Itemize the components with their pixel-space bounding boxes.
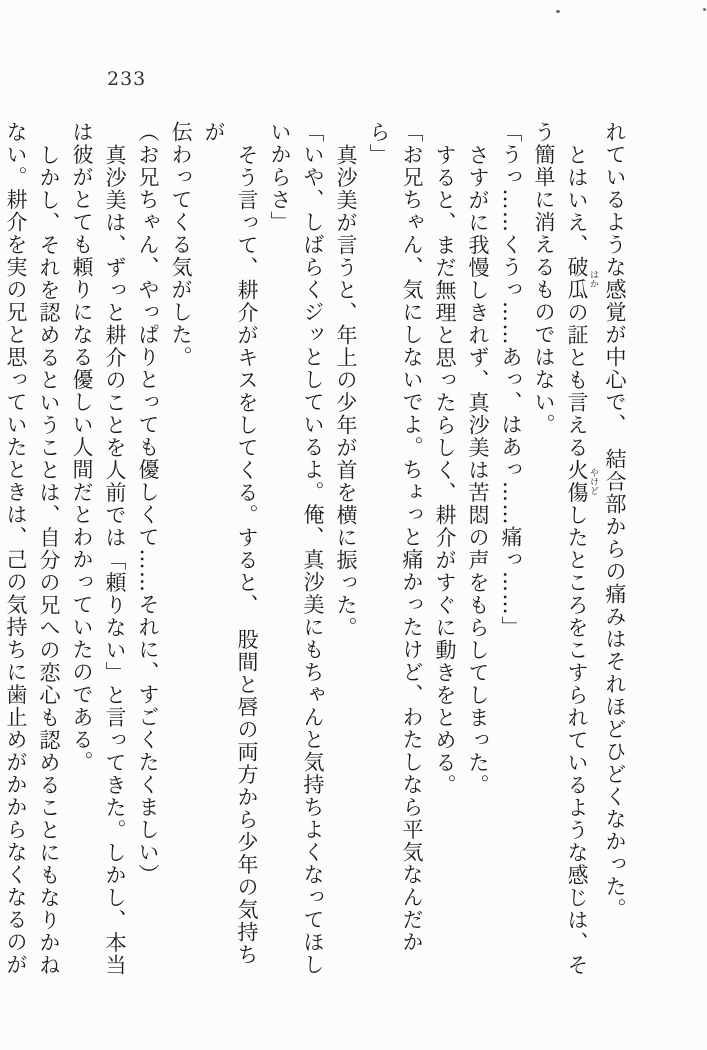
page-number: 233 xyxy=(107,68,147,90)
scan-dust-speck xyxy=(556,10,560,13)
text-line: 伝わってくる気がした。 xyxy=(169,121,193,369)
text-line: 「いや、しばらくジッとしているよ。俺、真沙美にもちゃんと気持ちよくなってほし xyxy=(301,121,325,976)
furigana-ruby: 破瓜 はか xyxy=(565,256,598,301)
furigana-text: はか xyxy=(588,256,598,301)
text-line: （お兄ちゃん、やっぱりとっても優しくて……それに、すごくたくましい） xyxy=(136,121,160,886)
text-line: いからさ」 xyxy=(268,121,292,234)
text-line: 真沙美は、ずっと耕介のことを人前では「頼りない」と言ってきた。しかし、本当 xyxy=(103,143,127,976)
text-line: 「うっ……くうっ……あっ、はあっ……痛っ……」 xyxy=(499,121,523,639)
furigana-text: やけど xyxy=(588,458,598,504)
text-line: ない。耕介を実の兄と思っていたときは、己の気持ちに歯止めがかからなくなるのが xyxy=(4,121,28,976)
vertical-text-block xyxy=(0,121,631,979)
text-line: は彼がとても頼りになる優しい人間だとわかっていたのである。 xyxy=(70,121,94,774)
text-line: すると、まだ無理と思ったらしく、耕介がすぐに動きをとめる。 xyxy=(433,143,457,796)
text-line: れているような感覚が中心で、 結合部からの痛みはそれほどひどくなかった。 xyxy=(603,121,627,921)
text-line: しかし、それを認めるということは、自分の兄への恋心も認めることにもなりかね xyxy=(37,143,61,976)
text-line: 真沙美が言うと、年上の少年が首を横に振った。 xyxy=(334,143,358,639)
text-line: 「お兄ちゃん、気にしないでよ。ちょっと痛かったけど、わたしなら平気なんだから」 xyxy=(367,121,424,954)
furigana-ruby: 火傷 やけど xyxy=(565,458,598,504)
text-line: とはいえ、破瓜 はかの証とも言える火傷 やけどしたところをこすられているような感じは、そ xyxy=(565,143,598,976)
text-line: う簡単に消えるものではない。 xyxy=(532,121,556,436)
text-line: そう言って、耕介がキスをしてくる。すると、 股間と唇の両方から少年の気持ちが xyxy=(202,121,259,966)
scan-dust-speck xyxy=(703,8,706,11)
text-line: さすがに我慢しきれず、真沙美は苦悶の声をもらしてしまった。 xyxy=(466,143,490,796)
